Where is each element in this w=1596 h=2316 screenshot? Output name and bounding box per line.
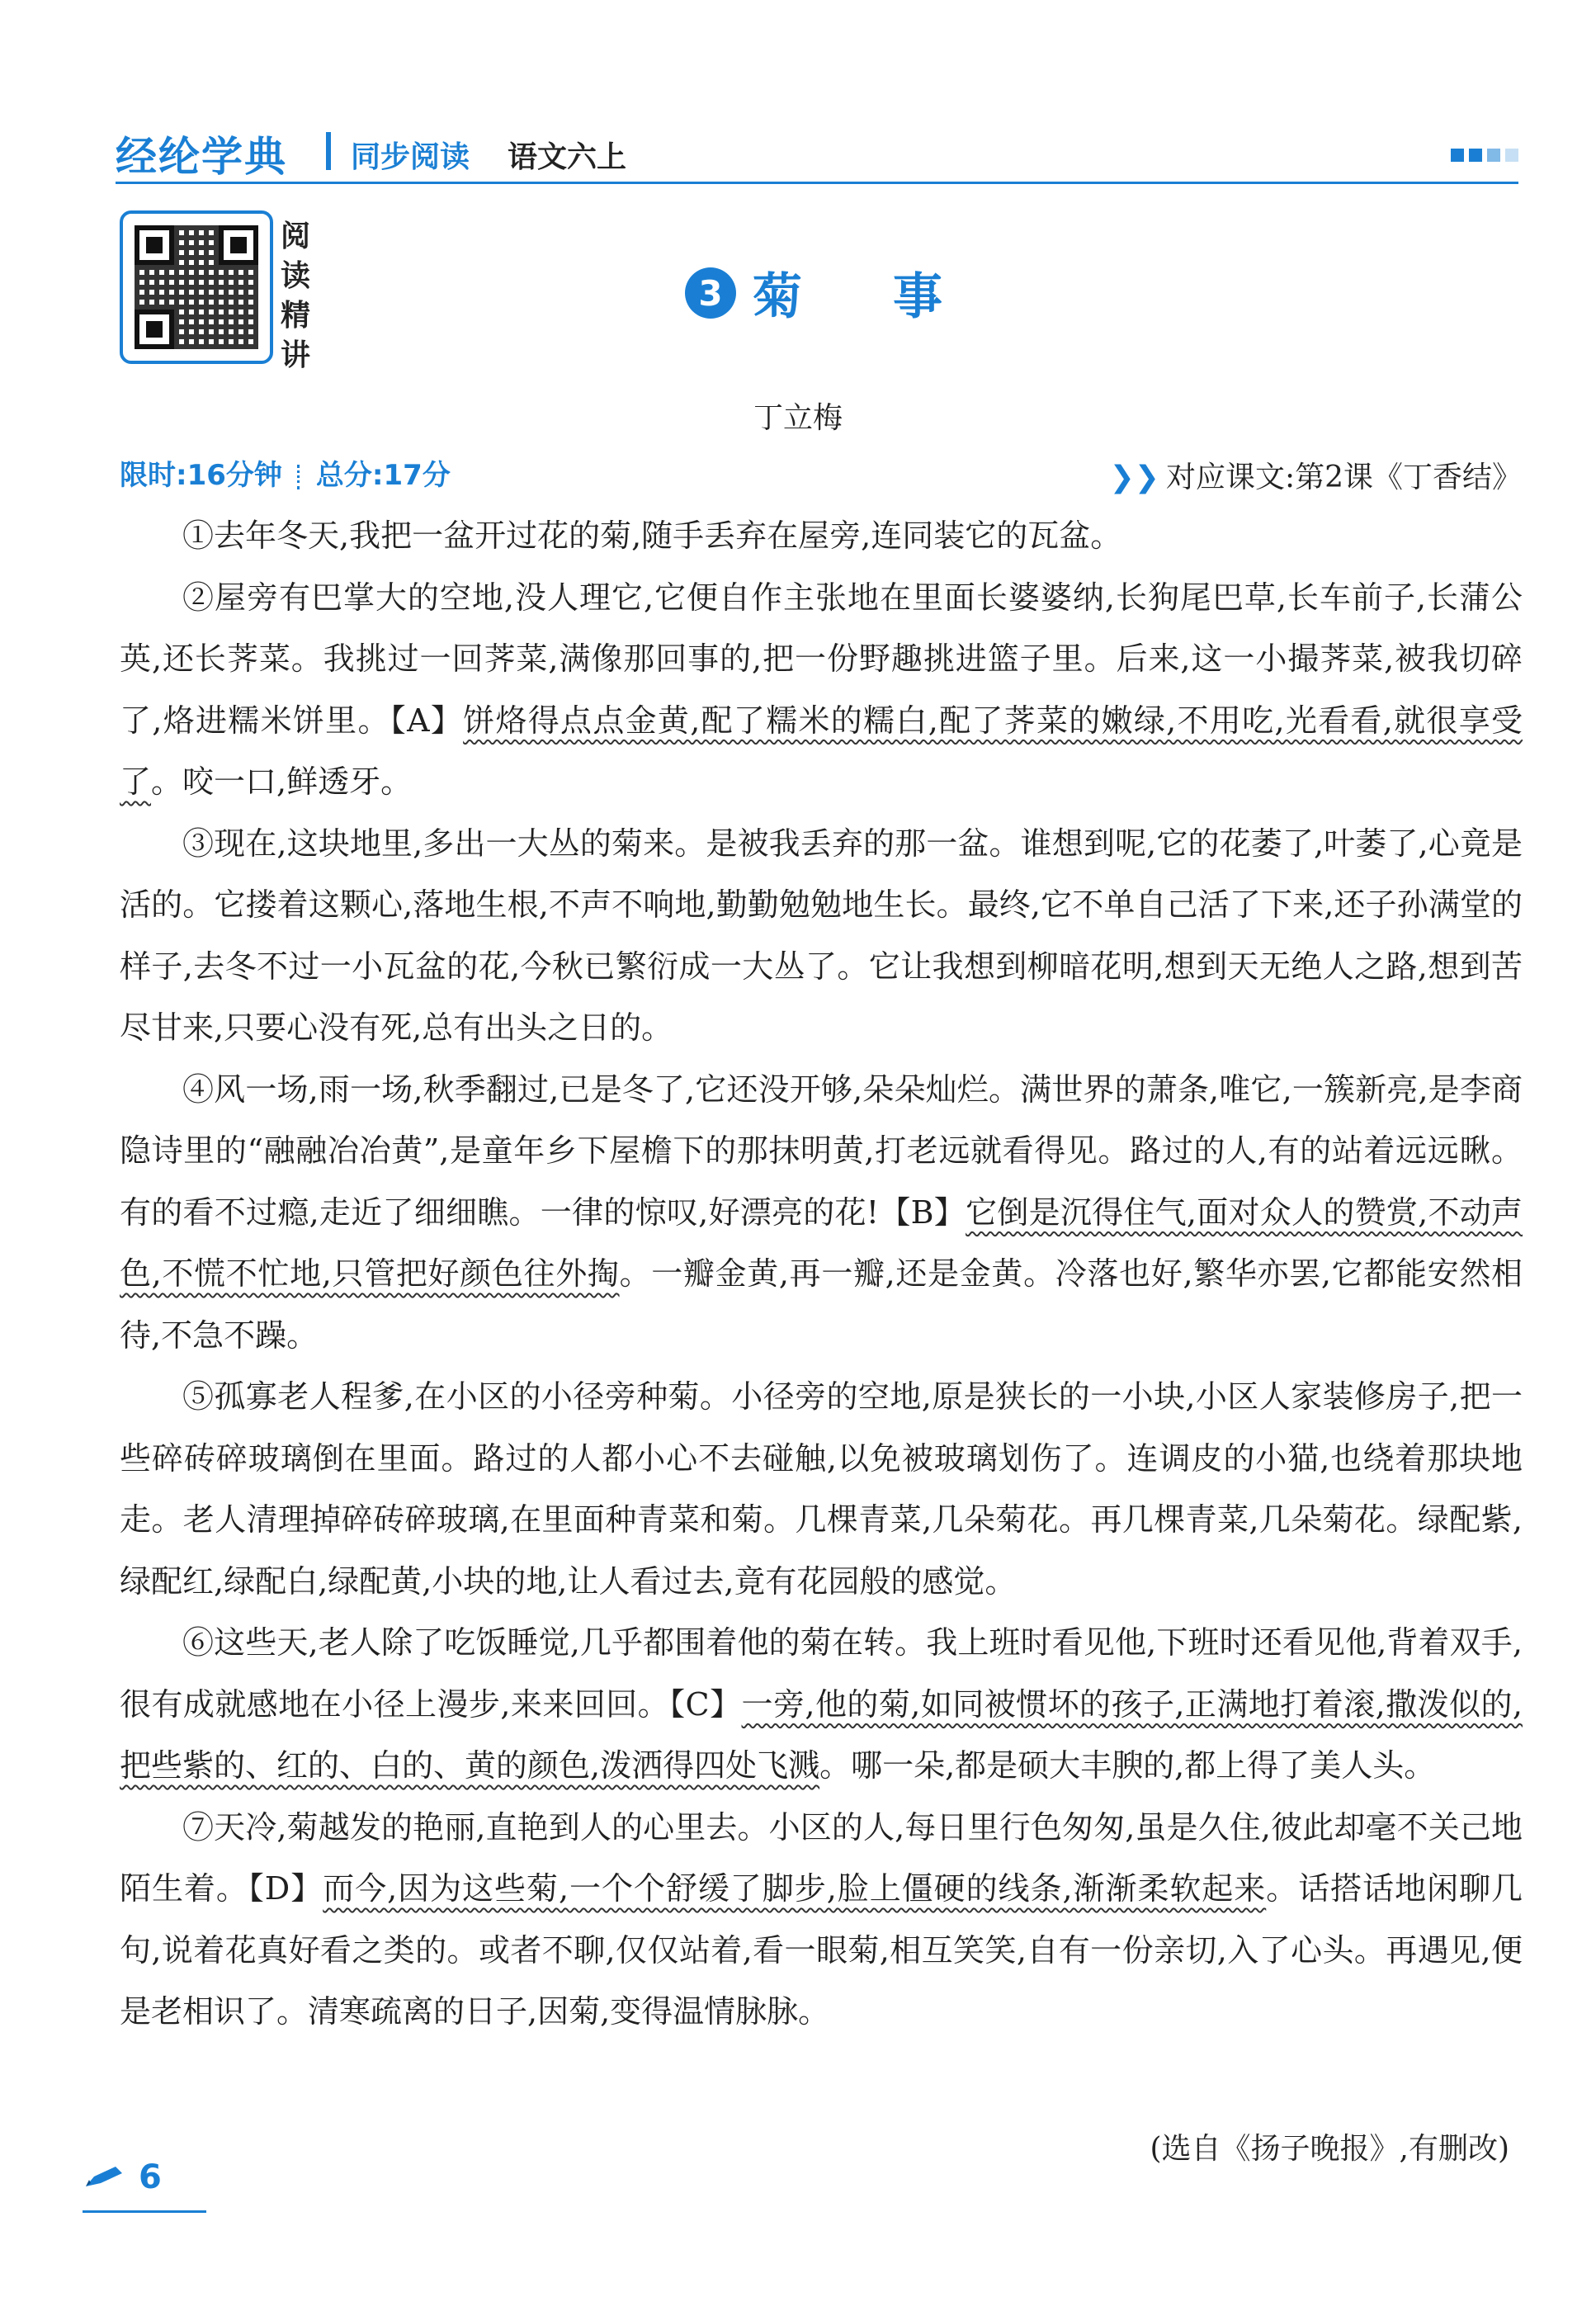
qr-finder-icon	[219, 225, 258, 265]
paragraph-text: ①去年冬天,我把一盆开过花的菊,随手丢弃在屋旁,连同装它的瓦盆。	[182, 518, 1122, 554]
underlined-sentence: 而今,因为这些菊,一个个舒缓了脚步,脸上僵硬的线条,渐渐柔软起来	[323, 1870, 1267, 1907]
qr-finder-icon	[135, 310, 174, 349]
qr-finder-icon	[135, 225, 174, 265]
subject-grade: 语文六上	[508, 139, 627, 174]
page-number: 6	[139, 2158, 162, 2196]
header-divider	[326, 132, 331, 170]
exercise-meta	[120, 452, 451, 493]
qr-code-icon[interactable]	[120, 210, 273, 364]
paragraph-text: ⑦天冷,菊越发的艳丽,直艳到人的心里去。小区的人,每日里行色匆匆,虽是久住,彼此却毫不关己地陌生着。【D】	[120, 1808, 1523, 1907]
series-name: 同步阅读	[351, 140, 470, 174]
header-rule	[116, 182, 1518, 184]
time-limit: 限时:16分钟	[120, 459, 282, 492]
paragraph-text: 。话搭话地闲聊几句,说着花真好看之类的。或者不聊,仅仅站着,看一眼菊,相互笑笑,自有一份亲切,入了心头。再遇见,便是老相识了。清寒疏离的日子,因菊,变得温情脉脉。	[120, 1870, 1523, 2030]
paragraph-text: 。哪一朵,都是硕大丰腴的,都上得了美人头。	[819, 1747, 1436, 1784]
qr-label: 阅读精讲	[281, 219, 311, 372]
article-author: 丁立梅	[753, 401, 843, 435]
paragraph-text: ②屋旁有巴掌大的空地,没人理它,它便自作主张地在里面长婆婆纳,长狗尾巴草,长车前子,长蒲公英,还长荠菜。我挑过一回荠菜,满像那回事的,把一份野趣挑进篮子里。后来,这一小撮荠菜,被我切碎了,烙进糯米饼里。【A】	[120, 579, 1523, 739]
paragraph	[120, 1612, 1523, 1797]
paragraph-text: 。咬一口,鲜透牙。	[151, 763, 413, 800]
corresponding-text: 对应课文:第2课《丁香结》	[1165, 461, 1522, 494]
article-body	[120, 505, 1523, 2043]
total-score: 总分:17分	[315, 459, 451, 492]
paragraph-text: ⑥这些天,老人除了吃饭睡觉,几乎都围着他的菊在转。我上班时看见他,下班时还看见他,背着双手,很有成就感地在小径上漫步,来来回回。【C】	[120, 1624, 1523, 1723]
paragraph	[120, 505, 1523, 567]
underlined-sentence: 它倒是沉得住气,面对众人的赞赏,不动声色,不慌不忙地,只管把好颜色往外掏	[120, 1193, 1523, 1292]
double-chevron-right-icon: ❯❯	[1109, 461, 1159, 494]
paragraph	[120, 1797, 1523, 2043]
meta-separator	[297, 465, 301, 489]
paragraph	[120, 813, 1523, 1059]
footer-rule	[83, 2210, 206, 2213]
paragraph	[120, 1366, 1523, 1612]
header-squares-icon	[1451, 149, 1518, 162]
page-header	[116, 124, 1518, 182]
article-title: 菊事	[753, 268, 1033, 326]
article-title-block	[685, 260, 1033, 326]
paragraph-text: ④风一场,雨一场,秋季翻过,已是冬了,它还没开够,朵朵灿烂。满世界的萧条,唯它,一簇新亮,是李商隐诗里的“融融冶冶黄”,是童年乡下屋檐下的那抹明黄,打老远就看得见。路过的人,有的站着远远瞅。有的看不过瘾,走近了细细瞧。一律的惊叹,好漂亮的花!【B】	[120, 1071, 1523, 1231]
page-footer	[83, 2158, 162, 2196]
pencil-icon	[83, 2165, 129, 2190]
article-number-badge: 3	[685, 267, 736, 319]
paragraph-text: 。一瓣金黄,再一瓣,还是金黄。冷落也好,繁华亦罢,它都能安然相待,不急不躁。	[120, 1255, 1523, 1354]
brand-logo: 经纶学典	[116, 133, 287, 181]
paragraph	[120, 567, 1523, 813]
paragraph-text: ③现在,这块地里,多出一大丛的菊来。是被我丢弃的那一盆。谁想到呢,它的花萎了,叶萎了,心竟是活的。它搂着这颗心,落地生根,不声不响地,勤勤勉勉地生长。最终,它不单自己活了下来,还子孙满堂的样子,去冬不过一小瓦盆的花,今秋已繁衍成一大丛了。它让我想到柳暗花明,想到天无绝人之路,想到苦尽甘来,只要心没有死,总有出头之日的。	[120, 825, 1523, 1046]
corresponding-lesson	[1110, 454, 1522, 496]
paragraph-text: ⑤孤寡老人程爹,在小区的小径旁种菊。小径旁的空地,原是狭长的一小块,小区人家装修房子,把一些碎砖碎玻璃倒在里面。路过的人都小心不去碰触,以免被玻璃划伤了。连调皮的小猫,也绕着那块地走。老人清理掉碎砖碎玻璃,在里面种青菜和菊。几棵青菜,几朵菊花。再几棵青菜,几朵菊花。绿配紫,绿配红,绿配白,绿配黄,小块的地,让人看过去,竟有花园般的感觉。	[120, 1378, 1523, 1600]
underlined-sentence: 饼烙得点点金黄,配了糯米的糯白,配了荠菜的嫩绿,不用吃,光看看,就很享受了	[120, 702, 1523, 800]
source-citation: (选自《扬子晚报》,有删改)	[1150, 2132, 1509, 2166]
paragraph	[120, 1059, 1523, 1367]
underlined-sentence: 一旁,他的菊,如同被惯坏的孩子,正满地打着滚,撒泼似的,把些紫的、红的、白的、黄的颜色,泼洒得四处飞溅	[120, 1685, 1523, 1784]
